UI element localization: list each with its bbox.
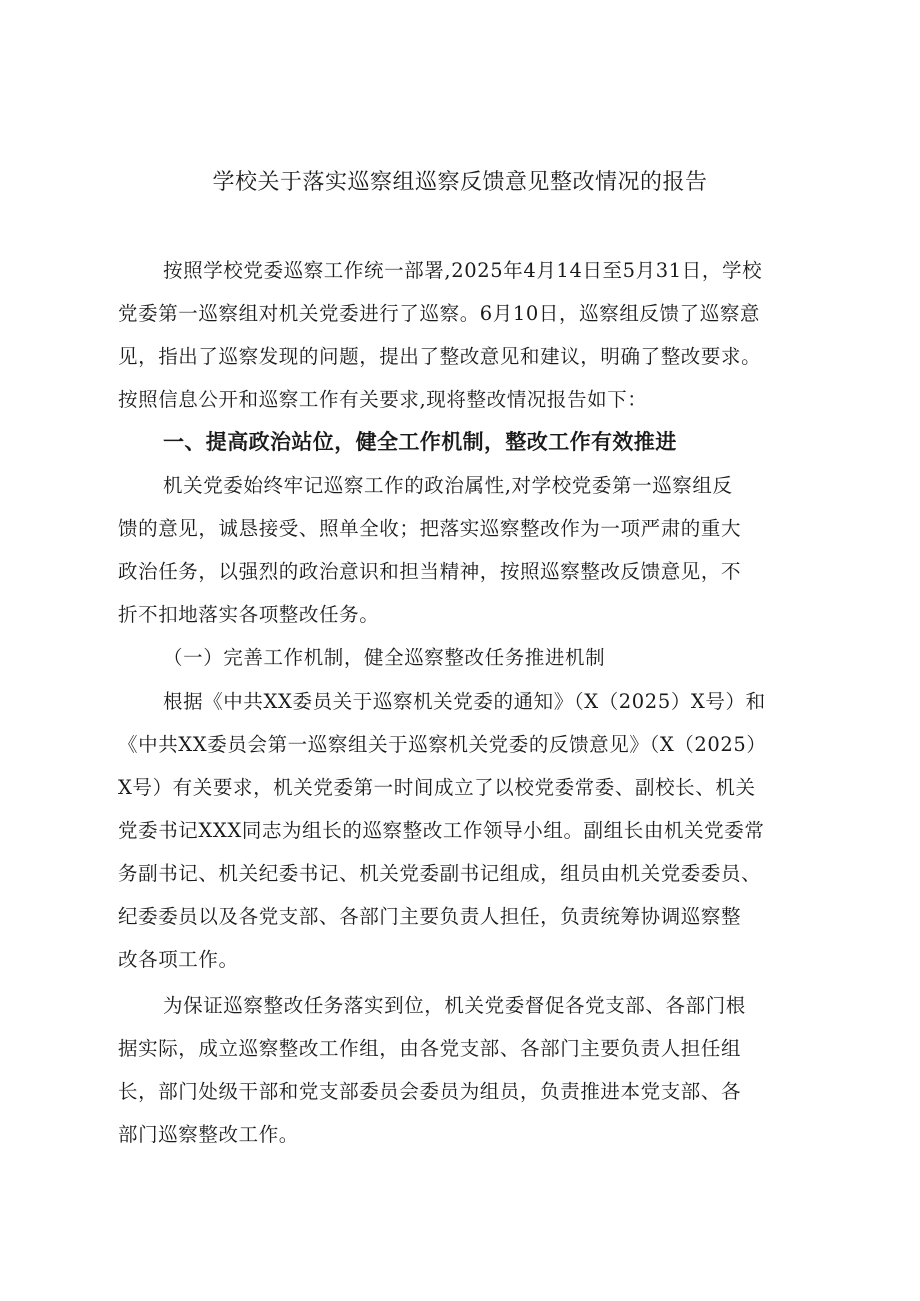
paragraph-4-line-3: 长，部门处级干部和党支部委员会委员为组员，负责推进本党支部、各 (118, 1080, 742, 1103)
paragraph-4-line-2: 据实际，成立巡察整改工作组，由各党支部、各部门主要负责人担任组 (118, 1037, 742, 1060)
paragraph-1-line-4: 按照信息公开和巡察工作有关要求,现将整改情况报告如下： (118, 388, 648, 411)
paragraph-1-line-1: 按照学校党委巡察工作统一部署,2025年4月14日至5月31日，学校 (163, 259, 763, 282)
paragraph-2-line-1: 机关党委始终牢记巡察工作的政治属性,对学校党委第一巡察组反 (163, 474, 733, 497)
paragraph-3-line-7: 改各项工作。 (118, 948, 239, 971)
section-heading-1: 一、提高政治站位，健全工作机制，整改工作有效推进 (163, 430, 677, 454)
subsection-heading-1: （一）完善工作机制，健全巡察整改任务推进机制 (163, 646, 606, 669)
paragraph-1-line-2: 党委第一巡察组对机关党委进行了巡察。6月10日，巡察组反馈了巡察意 (118, 302, 761, 325)
paragraph-3-line-1: 根据《中共XX委员关于巡察机关党委的通知》（X（2025）X号）和 (163, 690, 766, 713)
paragraph-3-line-5: 务副书记、机关纪委书记、机关党委副书记组成，组员由机关党委委员、 (118, 862, 762, 885)
document-title: 学校关于落实巡察组巡察反馈意见整改情况的报告 (212, 170, 708, 195)
paragraph-2-line-2: 馈的意见，诚恳接受、照单全收；把落实巡察整改作为一项严肃的重大 (118, 517, 742, 540)
paragraph-4-line-4: 部门巡察整改工作。 (118, 1123, 299, 1146)
paragraph-4-line-1: 为保证巡察整改任务落实到位，机关党委督促各党支部、各部门根 (163, 994, 746, 1017)
paragraph-3-line-2: 《中共XX委员会第一巡察组关于巡察机关党委的反馈意见》（X（2025） (118, 733, 767, 756)
paragraph-1-line-3: 见，指出了巡察发现的问题，提出了整改意见和建议，明确了整改要求。 (118, 345, 762, 368)
paragraph-2-line-3: 政治任务，以强烈的政治意识和担当精神，按照巡察整改反馈意见，不 (118, 560, 742, 583)
paragraph-3-line-3: X号）有关要求，机关党委第一时间成立了以校党委常委、副校长、机关 (118, 776, 756, 799)
paragraph-3-line-6: 纪委委员以及各党支部、各部门主要负责人担任，负责统筹协调巡察整 (118, 905, 742, 928)
paragraph-2-line-4: 折不扣地落实各项整改任务。 (118, 603, 380, 626)
paragraph-3-line-4: 党委书记XXX同志为组长的巡察整改工作领导小组。副组长由机关党委常 (118, 819, 765, 842)
